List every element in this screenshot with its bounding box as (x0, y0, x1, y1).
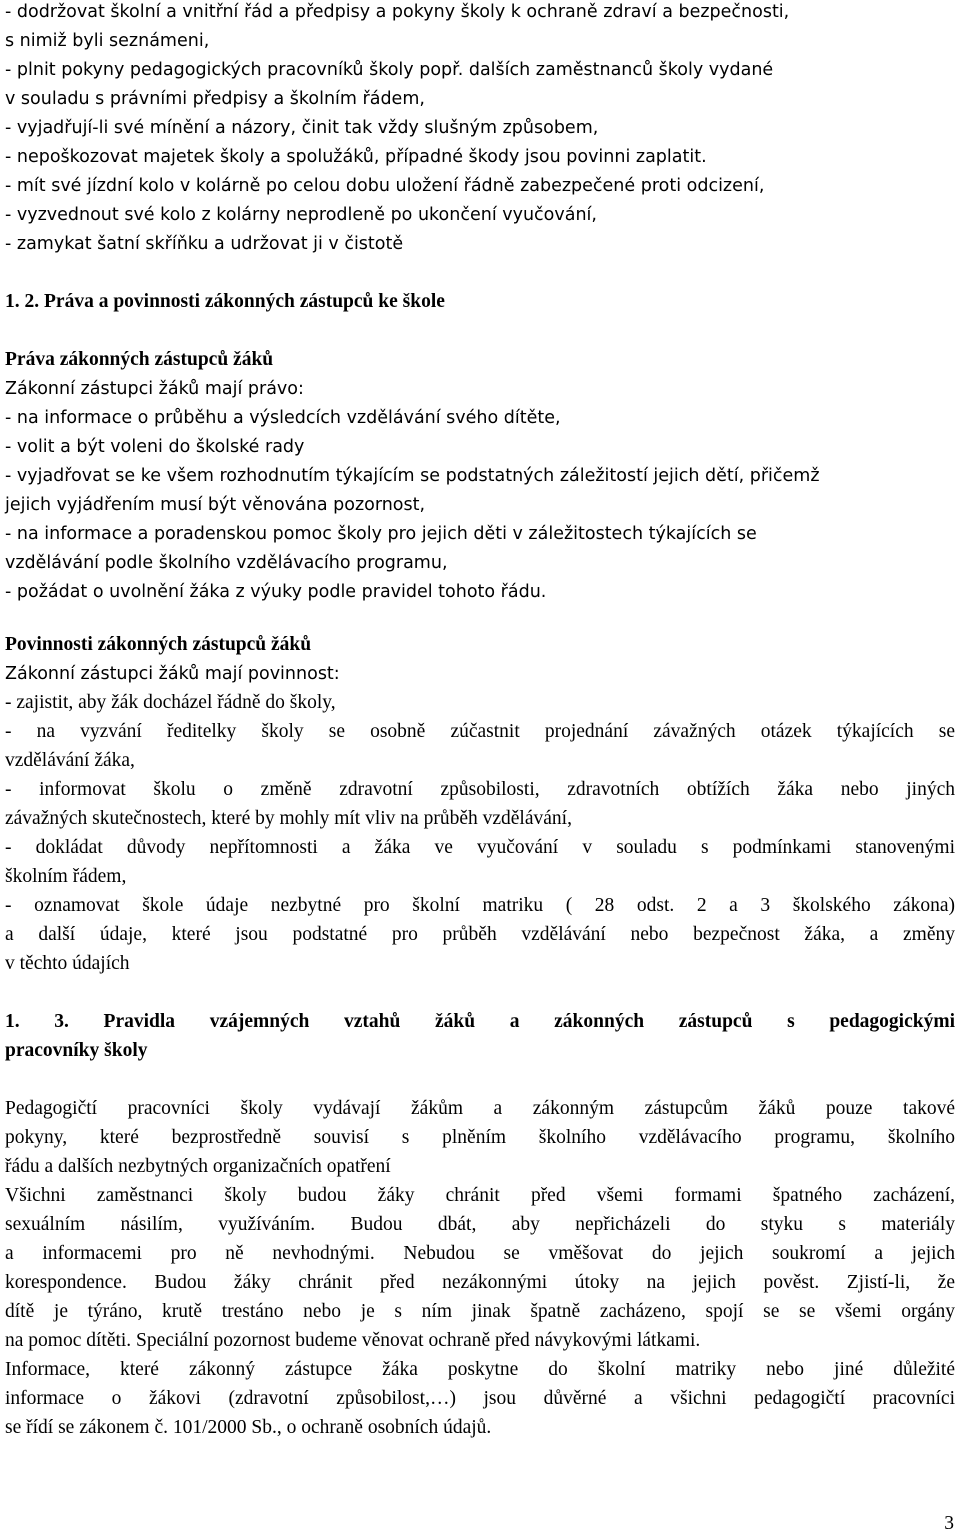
text-line: Zákonní zástupci žáků mají právo: (5, 379, 304, 399)
section-heading: 1. 2. Práva a povinnosti zákonných zástupců ke škole (5, 291, 445, 312)
text-line: a další údaje, které jsou podstatné pro průběh vzdělávání nebo bezpečnost žáka, a změny (5, 924, 955, 945)
text-line: vzdělávání podle školního vzdělávacího programu, (5, 553, 448, 573)
subheading-duties: Povinnosti zákonných zástupců žáků (5, 634, 312, 655)
text-line: korespondence. Budou žáky chránit před nezákonnými útoky na jejich pověst. Zjistí-li, že (5, 1272, 955, 1293)
text-line: - na vyzvání ředitelky školy se osobně zúčastnit projednání závažných otázek týkajících se (5, 721, 955, 742)
text-line: vzdělávání žáka, (5, 750, 135, 771)
text-line: a informacemi pro ně nevhodnými. Nebudou se vměšovat do jejich soukromí a jejich (5, 1243, 955, 1264)
text-line: - vyjadřují-li své mínění a názory, činit tak vždy slušným způsobem, (5, 118, 599, 138)
text-line: - informovat školu o změně zdravotní způsobilosti, zdravotních obtížích žáka nebo jiných (5, 779, 955, 800)
text-line: školním řádem, (5, 866, 127, 887)
page-number: 3 (944, 1513, 954, 1534)
text-line: - mít své jízdní kolo v kolárně po celou dobu uložení řádně zabezpečené proti odcizení, (5, 176, 765, 196)
text-line: řádu a dalších nezbytných organizačních opatření (5, 1156, 391, 1177)
text-line: Informace, které zákonný zástupce žáka poskytne do školní matriky nebo jiné důležité (5, 1359, 955, 1380)
text-line: - vyjadřovat se ke všem rozhodnutím týkajícím se podstatných záležitostí jejich dětí, přičemž (5, 466, 820, 486)
text-line: - nepoškozovat majetek školy a spolužáků, případné škody jsou povinni zaplatit. (5, 147, 707, 167)
text-line: dítě je týráno, krutě trestáno nebo je s ním jinak špatně zacházeno, spojí se se všemi orgány (5, 1301, 955, 1322)
text-line: - dodržovat školní a vnitřní řád a předpisy a pokyny školy k ochraně zdraví a bezpečnosti, (5, 2, 790, 22)
section-heading-cont: pracovníky školy (5, 1040, 148, 1061)
text-line: informace o žákovi (zdravotní způsobilost,…) jsou důvěrné a všichni pedagogičtí pracovníci (5, 1388, 955, 1409)
text-line: - na informace a poradenskou pomoc školy pro jejich děti v záležitostech týkajících se (5, 524, 757, 544)
text-line: Pedagogičtí pracovníci školy vydávají žákům a zákonným zástupcům žáků pouze takové (5, 1098, 955, 1119)
text-line: - plnit pokyny pedagogických pracovníků školy popř. dalších zaměstnanců školy vydané (5, 60, 774, 80)
text-line: s nimiž byli seznámeni, (5, 31, 210, 51)
text-line: - oznamovat škole údaje nezbytné pro školní matriku ( 28 odst. 2 a 3 školského zákona) (5, 895, 955, 916)
text-line: závažných skutečnostech, které by mohly mít vliv na průběh vzdělávání, (5, 808, 572, 829)
text-line: - dokládat důvody nepřítomnosti a žáka ve vyučování v souladu s podmínkami stanovenými (5, 837, 955, 858)
text-line: - na informace o průběhu a výsledcích vzdělávání svého dítěte, (5, 408, 561, 428)
section-heading: 1. 3. Pravidla vzájemných vztahů žáků a zákonných zástupců s pedagogickými (5, 1011, 955, 1032)
text-line: v těchto údajích (5, 953, 130, 974)
text-line: - zamykat šatní skříňku a udržovat ji v čistotě (5, 234, 404, 254)
text-line: - zajistit, aby žák docházel řádně do školy, (5, 692, 336, 713)
text-line: jejich vyjádřením musí být věnována pozornost, (5, 495, 426, 515)
text-line: Všichni zaměstnanci školy budou žáky chránit před všemi formami špatného zacházení, (5, 1185, 955, 1206)
text-line: - vyzvednout své kolo z kolárny neprodleně po ukončení vyučování, (5, 205, 597, 225)
text-line: - požádat o uvolnění žáka z výuky podle pravidel tohoto řádu. (5, 582, 547, 602)
text-line: pokyny, které bezprostředně souvisí s plněním školního vzdělávacího programu, školního (5, 1127, 955, 1148)
text-line: Zákonní zástupci žáků mají povinnost: (5, 664, 340, 684)
text-line: sexuálním násilím, využíváním. Budou dbát, aby nepřicházeli do styku s materiály (5, 1214, 955, 1235)
subheading-rights: Práva zákonných zástupců žáků (5, 349, 274, 370)
text-line: v souladu s právními předpisy a školním řádem, (5, 89, 425, 109)
text-line: se řídí se zákonem č. 101/2000 Sb., o ochraně osobních údajů. (5, 1417, 492, 1438)
text-line: na pomoc dítěti. Speciální pozornost budeme věnovat ochraně před návykovými látkami. (5, 1330, 701, 1351)
text-line: - volit a být voleni do školské rady (5, 437, 305, 457)
